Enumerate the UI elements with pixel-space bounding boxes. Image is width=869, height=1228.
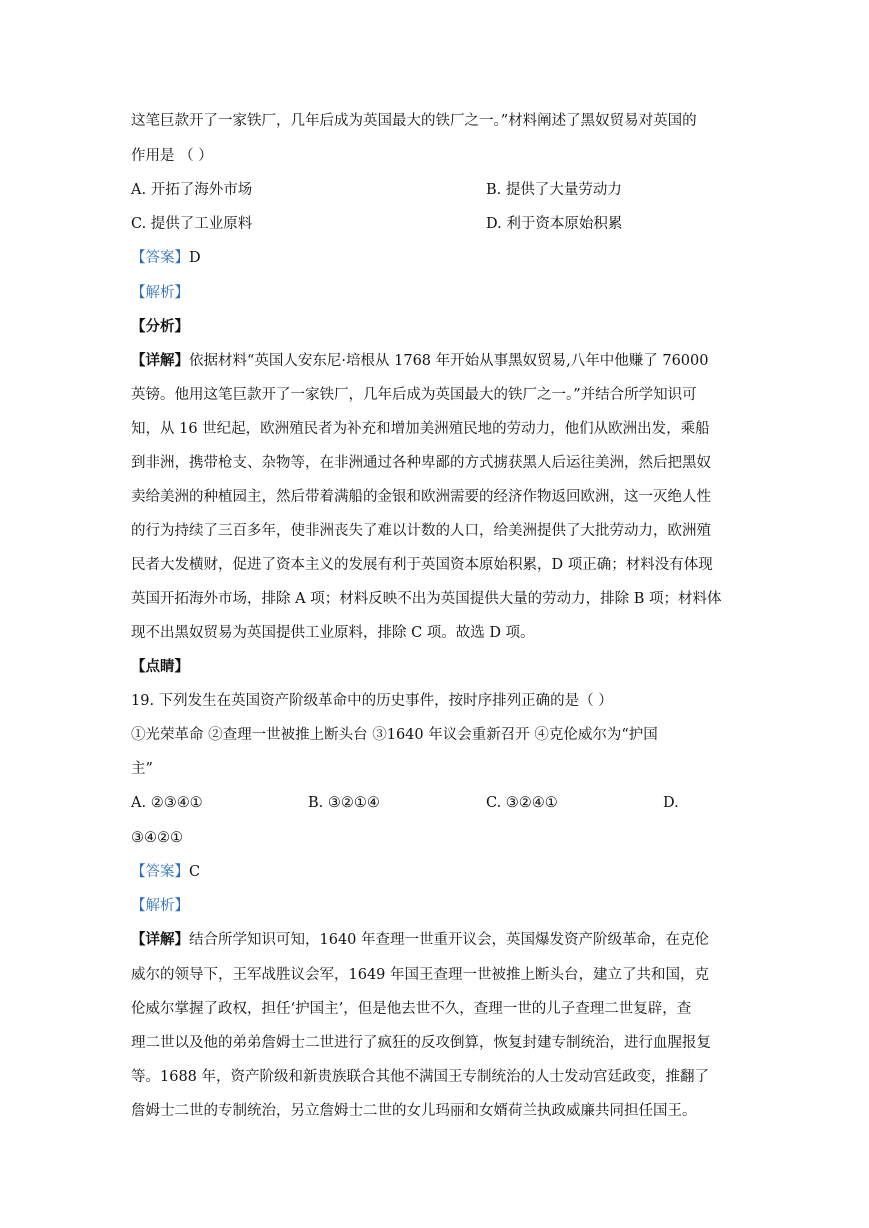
q19-detail-line-2: 威尔的领导下，王军战胜议会军，1649 年国王查理一世被推上断头台，建立了共和国，克 — [131, 967, 710, 983]
q18-detail-label: 【详解】 — [131, 352, 189, 369]
q18-detail-line-2: 英镑。他用这笔巨款开了一家铁厂，几年后成为英国最大的铁厂之一。”并结合所学知识可 — [131, 387, 697, 403]
q18-option-b: B. 提供了大量劳动力 — [486, 182, 622, 198]
q19-option-a: A. ②③④① — [131, 795, 203, 811]
q18-option-a: A. 开拓了海外市场 — [131, 182, 253, 198]
q18-detail-line-8: 英国开拓海外市场，排除 A 项；材料反映不出为英国提供大量的劳动力，排除 B 项；材料体 — [131, 591, 722, 607]
q19-detail-line-4: 理二世以及他的弟弟詹姆士二世进行了疯狂的反攻倒算，恢复封建专制统治，进行血腥报复 — [131, 1035, 711, 1051]
q18-detail-text: 依据材料“英国人安东尼·培根从 1768 年开始从事黑奴贸易,八年中他赚了 76000 — [189, 353, 709, 369]
q19-stem: 19. 下列发生在英国资产阶级革命中的历史事件，按时序排列正确的是（ ） — [131, 693, 613, 709]
q18-stem-line-1: 这笔巨款开了一家铁厂，几年后成为英国最大的铁厂之一。”材料阐述了黑奴贸易对英国的 — [131, 113, 697, 129]
q19-detail-text: 结合所学知识可知，1640 年查理一世重开议会，英国爆发资产阶级革命，在克伦 — [189, 932, 710, 948]
q18-detail-line-3: 知，从 16 世纪起，欧洲殖民者为补充和增加美洲殖民地的劳动力，他们从欧洲出发，乘船 — [131, 421, 710, 437]
q18-option-c: C. 提供了工业原料 — [131, 216, 253, 232]
q18-fenxi-label: 【分析】 — [131, 318, 189, 335]
q19-answer-value: C — [189, 864, 201, 880]
q18-option-d: D. 利于资本原始积累 — [486, 216, 623, 232]
q18-detail-line-5: 卖给美洲的种植园主，然后带着满船的金银和欧洲需要的经济作物返回欧洲，这一灭绝人性 — [131, 489, 711, 505]
q18-stem-line-2: 作用是 （ ） — [131, 148, 213, 164]
q18-detail-line-6: 的行为持续了三百多年，使非洲丧失了难以计数的人口，给美洲提供了大批劳动力，欧洲殖 — [131, 523, 711, 539]
q18-answer-value: D — [189, 250, 201, 266]
q18-detail-line-7: 民者大发横财，促进了资本主义的发展有利于英国资本原始积累，D 项正确；材料没有体现 — [131, 557, 713, 573]
q18-detail-line-4: 到非洲，携带枪支、杂物等，在非洲通过各种卑鄙的方式掳获黑人后运往美洲，然后把黑奴 — [131, 455, 711, 471]
q19-detail-line-1 — [131, 930, 741, 950]
q19-option-d: D. — [663, 795, 679, 811]
q19-jiexi-label: 【解析】 — [131, 898, 189, 914]
q19-detail-line-6: 詹姆士二世的专制统治，另立詹姆士二世的女儿玛丽和女婿荷兰执政威廉共同担任国王。 — [131, 1103, 697, 1119]
q19-detail-line-5: 等。1688 年，资产阶级和新贵族联合其他不满国王专制统治的人士发动宫廷政变，推翻了 — [131, 1069, 710, 1085]
q19-events-line-2: 主” — [131, 761, 153, 777]
q19-answer — [131, 862, 741, 882]
q18-answer — [131, 248, 741, 268]
q18-dianjing-label: 【点睛】 — [131, 658, 189, 675]
q19-answer-label: 【答案】 — [131, 864, 189, 880]
q18-detail-line-9: 现不出黑奴贸易为英国提供工业原料，排除 C 项。故选 D 项。 — [131, 625, 535, 641]
q19-detail-line-3: 伦威尔掌握了政权，担任‘护国主’，但是他去世不久，查理一世的儿子查理二世复辟，查 — [131, 1001, 692, 1017]
q18-answer-label: 【答案】 — [131, 250, 189, 266]
q19-option-d-content: ③④②① — [131, 830, 183, 846]
q18-jiexi-label: 【解析】 — [131, 285, 189, 301]
q19-events-line-1: ①光荣革命 ②查理一世被推上断头台 ③1640 年议会重新召开 ④克伦威尔为“护国 — [131, 727, 658, 743]
q18-detail-line-1 — [131, 351, 741, 371]
q19-option-b: B. ③②①④ — [308, 795, 380, 811]
q19-option-c: C. ③②④① — [486, 795, 558, 811]
q19-detail-label: 【详解】 — [131, 931, 189, 948]
